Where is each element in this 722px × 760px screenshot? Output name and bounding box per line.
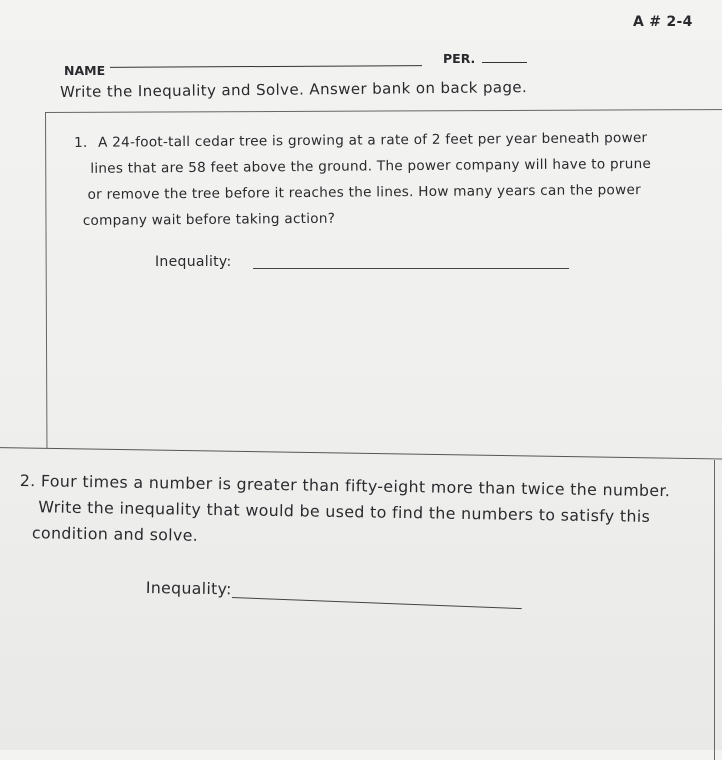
question-2-box-edge [714,460,715,760]
question-2 [19,468,700,557]
question-2-line: condition and solve. [31,523,199,545]
question-1-line: or remove the tree before it reaches the lines. How many years can the power [87,182,641,203]
name-field-line[interactable] [110,65,422,68]
period-field-line[interactable] [482,62,527,63]
question-2-answer-line[interactable] [232,597,522,609]
question-2-line: Write the inequality that would be used to find the numbers to satisfy this [38,497,651,526]
question-1-inequality-label: Inequality: [155,254,232,270]
assignment-number: A # 2-4 [633,14,693,30]
question-1-number: 1. [74,134,88,151]
question-1-answer-line[interactable] [253,268,569,269]
question-2-inequality-label: Inequality: [145,578,232,599]
question-2-line: 2. Four times a number is greater than fifty-eight more than twice the number. [19,470,671,501]
section-divider [0,447,722,460]
instructions: Write the Inequality and Solve. Answer bank on back page. [60,78,528,101]
question-1-line: A 24-foot-tall cedar tree is growing at a rate of 2 feet per year beneath power [98,129,648,151]
name-label: NAME [64,63,106,78]
question-1-line: lines that are 58 feet above the ground. The power company will have to prune [90,155,652,177]
question-1 [74,124,715,234]
period-label: PER. [443,51,476,66]
question-1-line: company wait before taking action? [82,210,336,229]
